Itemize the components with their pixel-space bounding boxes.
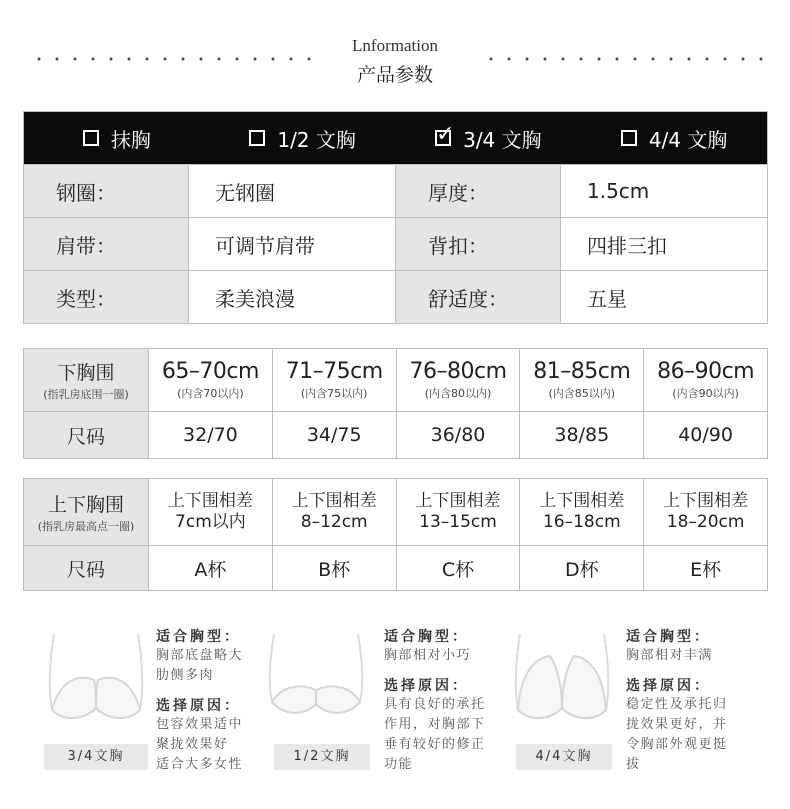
cup-diff-line1: 上下围相差 [291, 491, 377, 511]
underbust-range-cell [272, 349, 396, 411]
size-cell [272, 412, 396, 458]
bra-type-full-cup [510, 628, 614, 732]
checkbox-checked-icon [435, 130, 451, 146]
underbust-header-cell [24, 349, 148, 411]
fit-line: 胸部底盘略大 [156, 648, 244, 663]
style-options-row [24, 112, 767, 164]
underbust-range-cell [396, 349, 520, 411]
reason-line: 功能 [384, 757, 414, 772]
cup-diff-line1: 上下围相差 [167, 491, 253, 511]
cup-diff-cell [396, 479, 520, 545]
reason-line: 拢效果更好，并 [626, 717, 728, 732]
style-option-strapless[interactable] [24, 112, 210, 164]
underbust-note: (内含80以内) [424, 387, 492, 400]
underbust-range: 76–80cm [409, 359, 507, 384]
underbust-range: 65–70cm [161, 359, 259, 384]
underbust-range-cell [643, 349, 767, 411]
size-label: 尺码 [66, 425, 105, 448]
style-option-full-cup[interactable] [581, 112, 767, 164]
style-option-label: 3/4 文胸 [463, 127, 542, 152]
cup-size-table [23, 478, 768, 591]
fit-line: 肋侧多肉 [156, 668, 215, 683]
size-label: 尺码 [66, 558, 105, 581]
reason-line: 具有良好的承托 [384, 697, 486, 712]
cup-cell [519, 546, 643, 590]
underbust-size-table [23, 348, 768, 459]
cup-value: B杯 [318, 558, 351, 581]
underbust-size-row [24, 411, 767, 458]
cup-cell [396, 546, 520, 590]
spec-label: 厚度： [396, 165, 561, 217]
bra-type-half-cup [264, 628, 368, 732]
style-spec-table [23, 111, 768, 324]
style-option-three-quarter-cup[interactable] [396, 112, 582, 164]
fit-line: 胸部相对小巧 [384, 648, 472, 663]
spec-value: 无钢圈 [189, 165, 396, 217]
spec-row [24, 217, 767, 270]
reason-line: 拔 [626, 757, 641, 772]
cup-cell [272, 546, 396, 590]
spec-label: 类型： [24, 271, 189, 323]
size-cell [519, 412, 643, 458]
reason-line: 垂有较好的修正 [384, 737, 486, 752]
checkbox-icon [83, 130, 99, 146]
underbust-range: 81–85cm [533, 359, 631, 384]
spec-value: 柔美浪漫 [189, 271, 396, 323]
bra-type-description [626, 626, 756, 775]
cup-diff-line1: 上下围相差 [663, 491, 749, 511]
header-title-en: Lnformation [352, 36, 438, 55]
underbust-header-sub: (指乳房底围一圈) [43, 388, 129, 401]
style-option-label: 4/4 文胸 [648, 127, 728, 152]
reason-line: 稳定性及承托归 [626, 697, 728, 712]
spec-label: 舒适度： [396, 271, 561, 323]
cup-diff-line2: 8–12cm [300, 512, 368, 532]
cup-diff-cell [148, 479, 272, 545]
size-label-cell [24, 546, 148, 590]
cup-header-sub: (指乳房最高点一圈) [37, 520, 135, 533]
cup-diff-line2: 13–15cm [419, 512, 497, 532]
underbust-range-cell [148, 349, 272, 411]
spec-label: 钢圈： [24, 165, 189, 217]
size-value: 36/80 [430, 424, 486, 446]
size-value: 34/75 [306, 424, 362, 446]
cup-diff-cell [643, 479, 767, 545]
style-option-half-cup[interactable] [210, 112, 396, 164]
checkbox-icon [249, 130, 265, 146]
cup-diff-line1: 上下围相差 [415, 491, 501, 511]
reason-line: 适合大多女性 [156, 757, 244, 772]
underbust-range: 71–75cm [285, 359, 383, 384]
three-quarter-bra-icon [44, 628, 148, 728]
fit-title: 适合胸型： [384, 629, 469, 645]
bra-type-description [156, 626, 266, 775]
cup-size-row [24, 545, 767, 590]
cup-value: D杯 [564, 558, 599, 581]
spec-label: 肩带： [24, 218, 189, 270]
size-value: 32/70 [183, 424, 238, 446]
cup-header-cell [24, 479, 148, 545]
cup-diff-line2: 16–18cm [542, 512, 621, 532]
reason-line: 令胸部外观更挺 [626, 737, 728, 752]
spec-row [24, 164, 767, 217]
underbust-range-cell [519, 349, 643, 411]
cup-value: A杯 [194, 558, 227, 581]
size-cell [396, 412, 520, 458]
underbust-note: (内含75以内) [300, 387, 368, 400]
cup-diff-line1: 上下围相差 [539, 491, 625, 511]
spec-value: 五星 [561, 271, 767, 323]
size-value: 38/85 [554, 424, 610, 446]
half-cup-bra-icon [264, 628, 368, 728]
cup-header-label: 上下胸围 [47, 494, 124, 516]
bra-type-label: 4/4文胸 [516, 744, 612, 770]
bra-type-description [384, 626, 508, 775]
cup-diff-cell [272, 479, 396, 545]
reason-title: 选择原因： [626, 678, 711, 694]
style-option-label: 抹胸 [110, 127, 151, 152]
underbust-row [24, 349, 767, 411]
spec-value: 1.5cm [561, 165, 767, 217]
reason-line: 作用，对胸部下 [384, 717, 486, 732]
style-option-label: 1/2 文胸 [277, 127, 356, 152]
reason-line: 聚拢效果好 [156, 737, 229, 752]
reason-title: 选择原因： [156, 698, 241, 714]
bra-type-three-quarter [44, 628, 148, 732]
reason-line: 包容效果适中 [156, 717, 244, 732]
underbust-header-label: 下胸围 [57, 362, 115, 384]
underbust-range: 86–90cm [657, 359, 755, 384]
underbust-note: (内含70以内) [177, 387, 244, 400]
fit-title: 适合胸型： [156, 629, 241, 645]
header-title-cn: 产品参数 [356, 64, 433, 86]
cup-diff-line2: 18–20cm [666, 512, 745, 532]
fit-title: 适合胸型： [626, 629, 711, 645]
reason-title: 选择原因： [384, 678, 469, 694]
bra-type-label: 1/2文胸 [274, 744, 370, 770]
spec-value: 可调节肩带 [189, 218, 396, 270]
fit-line: 胸部相对丰满 [626, 648, 714, 663]
full-cup-bra-icon [510, 628, 614, 728]
size-label-cell [24, 412, 148, 458]
spec-row [24, 270, 767, 323]
size-cell [643, 412, 767, 458]
underbust-note: (内含90以内) [672, 387, 739, 400]
underbust-note: (内含85以内) [548, 387, 616, 400]
spec-label: 背扣： [396, 218, 561, 270]
cup-cell [643, 546, 767, 590]
cup-diff-cell [519, 479, 643, 545]
size-cell [148, 412, 272, 458]
cup-value: C杯 [441, 558, 475, 581]
cup-diff-row [24, 479, 767, 545]
checkbox-icon [621, 130, 637, 146]
bra-type-label: 3/4文胸 [44, 744, 148, 770]
cup-value: E杯 [690, 558, 722, 581]
cup-cell [148, 546, 272, 590]
cup-diff-line2: 7cm以内 [175, 512, 246, 532]
size-value: 40/90 [678, 424, 733, 446]
spec-value: 四排三扣 [561, 218, 767, 270]
